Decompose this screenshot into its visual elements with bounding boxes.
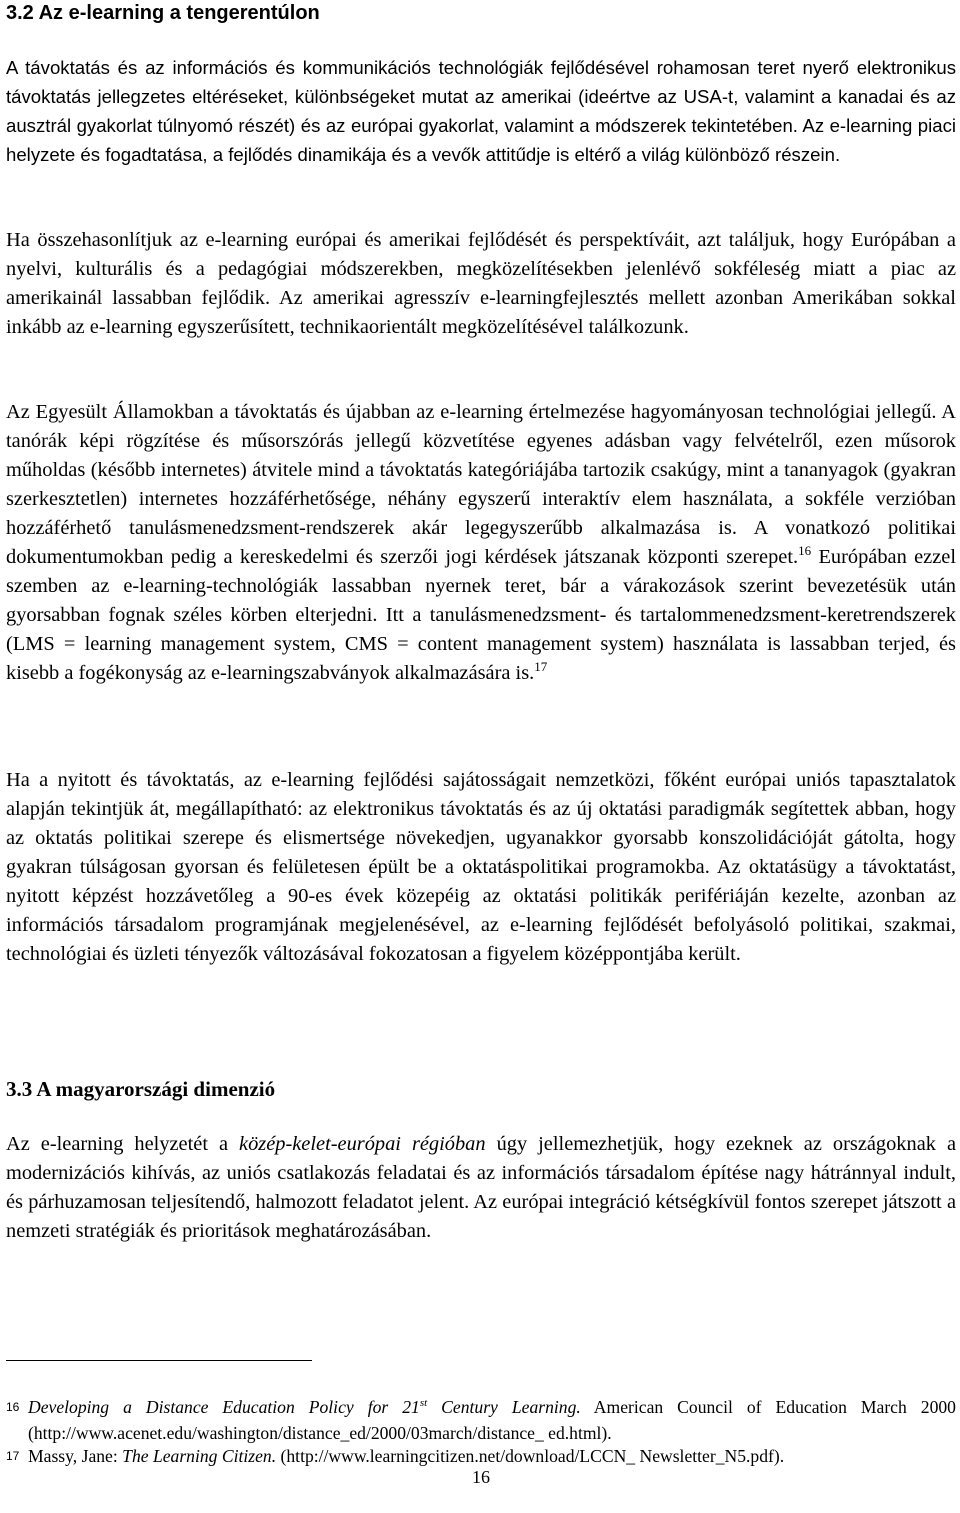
footnote-16-title-end: Century Learning. — [427, 1397, 581, 1417]
document-page — [6, 0, 957, 1487]
footnote-16-text — [28, 1394, 956, 1446]
paragraph-hungary-before: Az e-learning helyzetét a — [6, 1133, 240, 1155]
paragraph-usa — [6, 398, 956, 688]
footnote-16 — [6, 1394, 956, 1446]
paragraph-intro — [6, 53, 956, 169]
footnote-17-author: Massy, Jane: — [28, 1446, 123, 1466]
footnote-separator — [6, 1360, 312, 1361]
paragraph-comparison-part2: Az amerikai agresszív e-learningfejlesztés mellett azonban Amerikában sokkal inkább az e-learning egyszerűsített, technikaorientált megközelítésével találkozunk. — [6, 287, 956, 338]
paragraph-hungary — [6, 1130, 956, 1246]
paragraph-intro-part1: A távoktatás és az információs és kommunikációs technológiák fejlődésével rohamosan teret nyerő elektronikus távoktatás jellegzetes eltéréseket, különbségeket mutat az amerikai (ideértve az USA-t, valamint a kanadai és az ausztrál gyakorlat túlnyomó részét) és az európai gyakorlat, valamint a módszerek tekintetében. — [6, 57, 956, 136]
section-heading-3-3: 3.3 A magyarországi dimenzió — [6, 1077, 276, 1101]
paragraph-intro-part2: Az e-learning piaci helyzete és fogadtatása, a fejlődés dinamikája és a vevők attitűdje is eltérő a világ különböző részein. — [6, 115, 957, 165]
paragraph-usa-part1: Az Egyesült Államokban a távoktatás és újabban az e-learning értelmezése hagyományosan technológiai jellegű. A tanórák képi rögzítése és műsorszórás jellegű közvetítése egyenes adásban vagy felvételről, ezen műsorok műholdas (később internetes) átvitele mind a távoktatás kategóriájába tartozik csakúgy, mint a tananyagok (gyakran szerkesztetlen) internetes hozzáférhetősége, néhány egyszerű interaktív elem használata, a sokféle verzióban hozzáférhető tanulásmenedzsment-rendszerek akár legegyszerűbb alkalmazása is. A vonatkozó politikai dokumentumokban pedig a kereskedelmi és szerzői jogi kérdések játszanak központi szerepet. — [6, 401, 956, 568]
page-number: 16 — [472, 1467, 490, 1487]
footnote-16-title-sup: st — [419, 1397, 428, 1410]
footnote-17-number: 17 — [6, 1449, 20, 1463]
footnote-ref-17[interactable]: 17 — [534, 659, 548, 675]
footnote-16-number: 16 — [6, 1400, 20, 1414]
footnote-17-rest[interactable]: (http://www.learningcitizen.net/download/LCCN_ Newsletter_N5.pdf). — [276, 1446, 785, 1466]
paragraph-hungary-after: úgy jellemezhetjük, hogy ezeknek az országoknak a modernizációs kihívás, az uniós csatlakozás feladatai és az információs társadalom építése nagy hátránnyal indult, és párhuzamosan teljesítendő, halmozott feladatot jelent. Az európai integráció kétségkívül fontos szerepet játszott a nemzeti stratégiák és prioritások meghatározásában. — [6, 1133, 956, 1242]
footnote-16-rest[interactable]: American Council of Education March 2000 (http://www.acenet.edu/washington/distance_ed/2000/03march/distance_ ed.html). — [28, 1397, 956, 1443]
footnote-ref-16[interactable]: 16 — [798, 543, 812, 559]
paragraph-comparison — [6, 226, 956, 342]
footnote-16-title: Developing a Distance Education Policy for 21 — [28, 1397, 420, 1417]
footnote-17 — [6, 1443, 956, 1469]
paragraph-hungary-italic: közép-kelet-európai régióban — [239, 1133, 486, 1155]
footnote-17-title: The Learning Citizen. — [122, 1446, 277, 1466]
paragraph-usa-part2: Európában ezzel szemben az e-learning-technológiák lassabban nyernek teret, bár a várakozások szerint bevezetésük után gyorsabban fognak széles körben elterjedni. Itt a tanulásmenedzsment- és tartalommenedzsment-keretrendszerek (LMS = learning management system, CMS = content management system) használata is lassabban terjed, és kisebb a fogékonyság az e-learningszabványok alkalmazására is. — [6, 546, 956, 684]
paragraph-open-learning: Ha a nyitott és távoktatás, az e-learning fejlődési sajátosságait nemzetközi, főként európai uniós tapasztalatok alapján tekintjük át, megállapítható: az elektronikus távoktatás és az új oktatási paradigmák segítettek abban, hogy az oktatás politikai szerepe és elismertsége növekedjen, ugyanakkor gyorsabb konszolidációját gátolta, hogy gyakran túlságosan gyorsan és felületesen épült be a oktatáspolitikai programokba. Az oktatásügy a távoktatást, nyitott képzést hozzávetőleg a 90-es évek közepéig az oktatási politikák perifériáján kezelte, azonban az információs társadalom programjának megjelenésével, az e-learning fejlődését befolyásoló politikai, szakmai, technológiai és üzleti tényezők változásával fokozatosan a figyelem középpontjába került. — [6, 769, 956, 965]
paragraph-comparison-part1: Ha összehasonlítjuk az e-learning európai és amerikai fejlődését és perspektíváit, azt találjuk, hogy Európában a nyelvi, kulturális és a pedagógiai módszerekben, megközelítésekben jelenlévő sokféleség miatt a piac az amerikainál lassabban fejlődik. — [6, 229, 956, 309]
section-heading-3-2: 3.2 Az e-learning a tengerentúlon — [6, 2, 320, 24]
footnote-17-text — [28, 1443, 956, 1469]
